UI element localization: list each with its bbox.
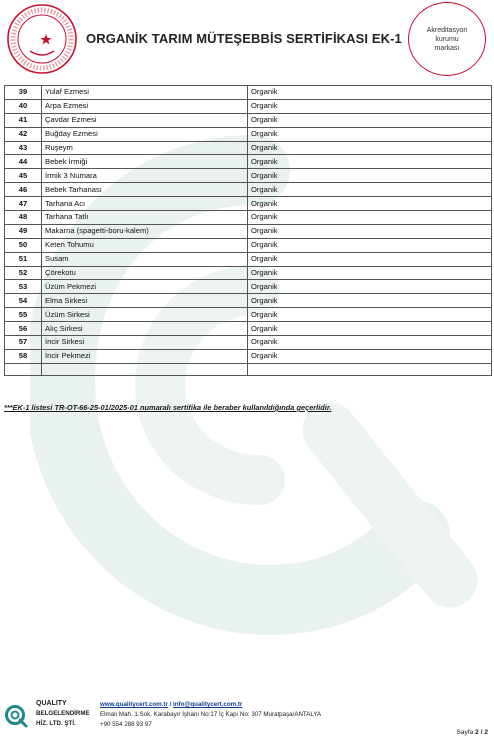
table-row bbox=[5, 127, 492, 141]
product-status: Organik bbox=[248, 266, 492, 280]
product-name: İncir Sirkesi bbox=[42, 336, 248, 350]
product-name: Çavdar Ezmesi bbox=[42, 113, 248, 127]
empty-cell bbox=[42, 363, 248, 375]
row-number: 53 bbox=[5, 280, 42, 294]
product-status: Organik bbox=[248, 141, 492, 155]
page-separator: / bbox=[478, 729, 485, 736]
phone-text: +90 554 288 93 97 bbox=[100, 721, 152, 728]
page-total: 2 bbox=[484, 729, 488, 736]
table-row bbox=[5, 336, 492, 350]
row-number: 47 bbox=[5, 197, 42, 211]
product-name: Üzüm Sirkesi bbox=[42, 308, 248, 322]
product-name: İrmik 3 Numara bbox=[42, 169, 248, 183]
quality-logo-icon bbox=[4, 704, 28, 728]
product-name: Tarhana Tatlı bbox=[42, 211, 248, 225]
row-number: 41 bbox=[5, 113, 42, 127]
product-status: Organik bbox=[248, 336, 492, 350]
product-status: Organik bbox=[248, 238, 492, 252]
product-status: Organik bbox=[248, 99, 492, 113]
product-status: Organik bbox=[248, 252, 492, 266]
page-label: Sayfa bbox=[456, 729, 474, 736]
product-status: Organik bbox=[248, 294, 492, 308]
table-row bbox=[5, 266, 492, 280]
product-name: Elma Sirkesi bbox=[42, 294, 248, 308]
product-name: Üzüm Pekmezi bbox=[42, 280, 248, 294]
row-number: 39 bbox=[5, 86, 42, 100]
accreditation-line: markası bbox=[434, 44, 460, 52]
product-status: Organik bbox=[248, 155, 492, 169]
product-name: Alıç Sirkesi bbox=[42, 322, 248, 336]
product-status: Organik bbox=[248, 308, 492, 322]
table-row bbox=[5, 294, 492, 308]
row-number: 58 bbox=[5, 349, 42, 363]
table-row bbox=[5, 349, 492, 363]
table-row bbox=[5, 113, 492, 127]
product-name: Makarna (spagetti-boru-kalem) bbox=[42, 224, 248, 238]
table-row bbox=[5, 252, 492, 266]
table-row bbox=[5, 308, 492, 322]
link-separator: / bbox=[167, 701, 174, 708]
row-number: 55 bbox=[5, 308, 42, 322]
table-row bbox=[5, 197, 492, 211]
row-number: 54 bbox=[5, 294, 42, 308]
table-row bbox=[5, 224, 492, 238]
product-status: Organik bbox=[248, 322, 492, 336]
row-number: 52 bbox=[5, 266, 42, 280]
table-row bbox=[5, 99, 492, 113]
product-name: Ruşeym bbox=[42, 141, 248, 155]
product-status: Organik bbox=[248, 224, 492, 238]
product-name: Arpa Ezmesi bbox=[42, 99, 248, 113]
table-row bbox=[5, 141, 492, 155]
table-row-empty bbox=[5, 363, 492, 375]
row-number: 44 bbox=[5, 155, 42, 169]
empty-cell bbox=[5, 363, 42, 375]
product-status: Organik bbox=[248, 113, 492, 127]
company-contact bbox=[100, 700, 321, 730]
product-status: Organik bbox=[248, 183, 492, 197]
row-number: 45 bbox=[5, 169, 42, 183]
table-row bbox=[5, 322, 492, 336]
row-number: 51 bbox=[5, 252, 42, 266]
product-name: Çörekotu bbox=[42, 266, 248, 280]
website-link[interactable]: www.qualitycert.com.tr bbox=[100, 701, 168, 708]
accreditation-mark-placeholder bbox=[408, 2, 486, 76]
table-row bbox=[5, 280, 492, 294]
page-indicator bbox=[456, 729, 488, 736]
product-status: Organik bbox=[248, 211, 492, 225]
row-number: 42 bbox=[5, 127, 42, 141]
product-name: Tarhana Acı bbox=[42, 197, 248, 211]
product-status: Organik bbox=[248, 280, 492, 294]
product-status: Organik bbox=[248, 349, 492, 363]
accreditation-line: Akreditasyon bbox=[426, 26, 468, 34]
validity-note: ***EK-1 listesi TR-OT-66-25-01/2025-01 numaralı sertifika ile beraber kullanıldığında geçerlidir. bbox=[4, 403, 332, 412]
row-number: 50 bbox=[5, 238, 42, 252]
row-number: 56 bbox=[5, 322, 42, 336]
accreditation-line: kurumu bbox=[435, 35, 459, 43]
brand-line: HİZ. LTD. ŞTİ. bbox=[36, 720, 76, 727]
ministry-seal bbox=[6, 3, 78, 75]
product-name: Yulaf Ezmesi bbox=[42, 86, 248, 100]
product-name: İncir Pekmezi bbox=[42, 349, 248, 363]
product-status: Organik bbox=[248, 169, 492, 183]
table-row bbox=[5, 169, 492, 183]
table-row bbox=[5, 86, 492, 100]
product-name: Susam bbox=[42, 252, 248, 266]
table-row bbox=[5, 155, 492, 169]
product-name: Bebek Tarhanası bbox=[42, 183, 248, 197]
row-number: 46 bbox=[5, 183, 42, 197]
row-number: 40 bbox=[5, 99, 42, 113]
page-current: 2 bbox=[475, 729, 479, 736]
product-name: Bebek İrmiği bbox=[42, 155, 248, 169]
page-title: ORGANİK TARIM MÜTEŞEBBİS SERTİFİKASI EK-1 bbox=[86, 31, 402, 46]
company-brand bbox=[36, 699, 90, 729]
brand-line: QUALITY bbox=[36, 700, 67, 707]
row-number: 57 bbox=[5, 336, 42, 350]
table-row bbox=[5, 211, 492, 225]
product-name: Buğday Ezmesi bbox=[42, 127, 248, 141]
row-number: 48 bbox=[5, 211, 42, 225]
table-row bbox=[5, 183, 492, 197]
table-row bbox=[5, 238, 492, 252]
product-table-body bbox=[5, 86, 492, 376]
address-text: Elmalı Mah. 1.Sok. Karabayır İşhanı No:17 İç Kapı No: 307 Muratpaşa/ANTALYA bbox=[100, 711, 322, 718]
empty-cell bbox=[248, 363, 492, 375]
brand-line: BELGELENDİRME bbox=[36, 710, 90, 717]
email-link[interactable]: info@qualitycert.com.tr bbox=[173, 701, 243, 708]
product-name: Keten Tohumu bbox=[42, 238, 248, 252]
product-status: Organik bbox=[248, 86, 492, 100]
row-number: 49 bbox=[5, 224, 42, 238]
row-number: 43 bbox=[5, 141, 42, 155]
product-table bbox=[4, 85, 492, 376]
product-status: Organik bbox=[248, 197, 492, 211]
product-status: Organik bbox=[248, 127, 492, 141]
